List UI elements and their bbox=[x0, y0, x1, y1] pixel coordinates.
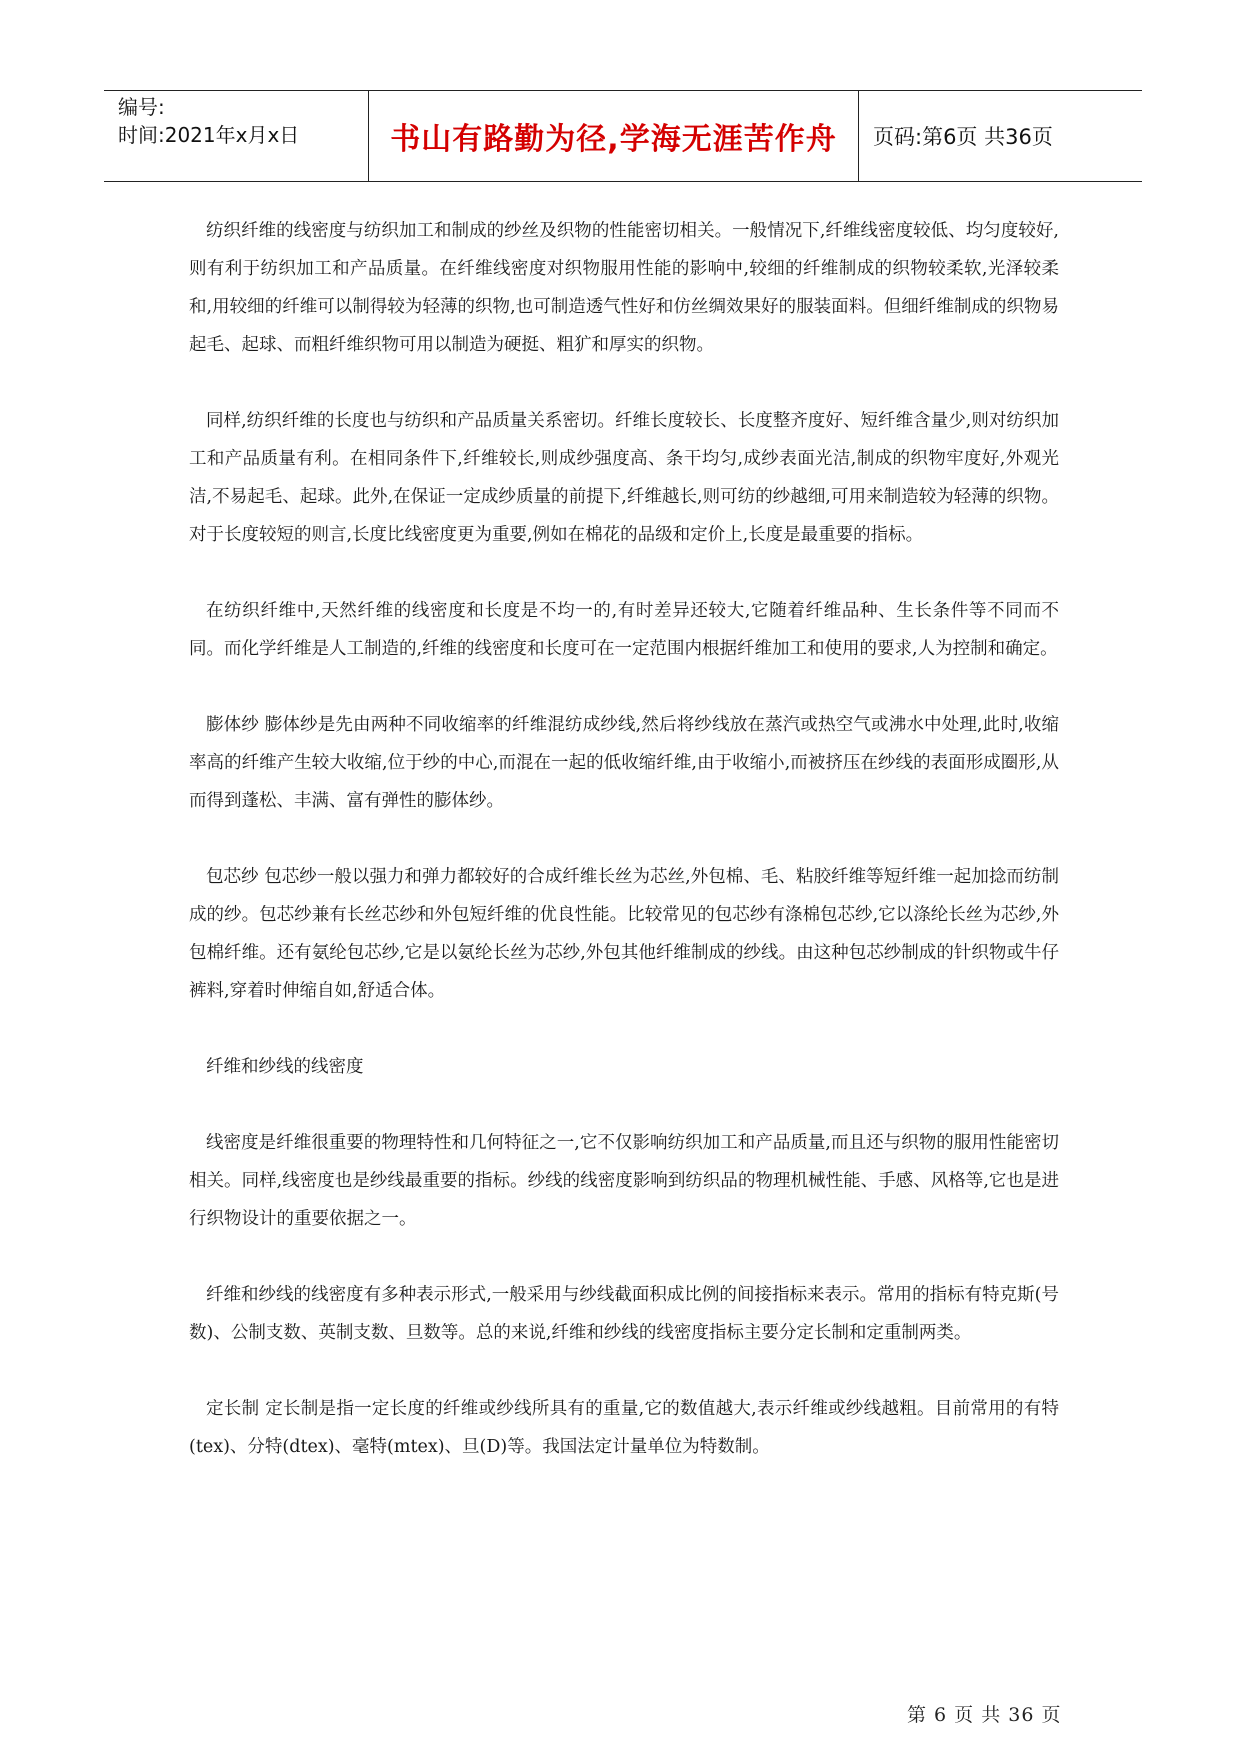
paragraph-4: 膨体纱 膨体纱是先由两种不同收缩率的纤维混纺成纱线,然后将纱线放在蒸汽或热空气或沸水中处理,此时,收缩率高的纤维产生较大收缩,位于纱的中心,而混在一起的低收缩纤维,由于收缩小,而被挤压在纱线的表面形成圈形,从而得到蓬松、丰满、富有弹性的膨体纱。 bbox=[189, 715, 1059, 811]
page-footer: 第 6 页 共 36 页 bbox=[907, 1704, 1062, 1726]
paragraph-6: 线密度是纤维很重要的物理特性和几何特征之一,它不仅影响纺织加工和产品质量,而且还与织物的服用性能密切相关。同样,线密度也是纱线最重要的指标。纱线的线密度影响到纺织品的物理机械性能、手感、风格等,它也是进行织物设计的重要依据之一。 bbox=[189, 1133, 1059, 1229]
page-header bbox=[104, 90, 1142, 182]
document-number-label: 编号: bbox=[118, 95, 165, 119]
document-body bbox=[189, 212, 1059, 1504]
paragraph-2: 同样,纺织纤维的长度也与纺织和产品质量关系密切。纤维长度较长、长度整齐度好、短纤维含量少,则对纺织加工和产品质量有利。在相同条件下,纤维较长,则成纱强度高、条干均匀,成纱表面光洁,制成的织物牢度好,外观光洁,不易起毛、起球。此外,在保证一定成纱质量的前提下,纤维越长,则可纺的纱越细,可用来制造较为轻薄的织物。对于长度较短的则言,长度比线密度更为重要,例如在棉花的品级和定价上,长度是最重要的指标。 bbox=[189, 411, 1059, 545]
section-heading: 纤维和纱线的线密度 bbox=[206, 1057, 364, 1077]
paragraph-5: 包芯纱 包芯纱一般以强力和弹力都较好的合成纤维长丝为芯丝,外包棉、毛、粘胶纤维等短纤维一起加捻而纺制成的纱。包芯纱兼有长丝芯纱和外包短纤维的优良性能。比较常见的包芯纱有涤棉包芯纱,它以涤纶长丝为芯纱,外包棉纤维。还有氨纶包芯纱,它是以氨纶长丝为芯纱,外包其他纤维制成的纱线。由这种包芯纱制成的针织物或牛仔裤料,穿着时伸缩自如,舒适合体。 bbox=[189, 867, 1059, 1001]
paragraph-3: 在纺织纤维中,天然纤维的线密度和长度是不均一的,有时差异还较大,它随着纤维品种、生长条件等不同而不同。而化学纤维是人工制造的,纤维的线密度和长度可在一定范围内根据纤维加工和使用的要求,人为控制和确定。 bbox=[189, 601, 1059, 659]
header-page-label: 页码:第6页 共36页 bbox=[873, 125, 1053, 149]
document-time-label: 时间:2021年x月x日 bbox=[118, 123, 300, 147]
paragraph-7: 纤维和纱线的线密度有多种表示形式,一般采用与纱线截面积成比例的间接指标来表示。常用的指标有特克斯(号数)、公制支数、英制支数、旦数等。总的来说,纤维和纱线的线密度指标主要分定长制和定重制两类。 bbox=[189, 1285, 1059, 1343]
header-meta bbox=[104, 91, 369, 181]
header-motto: 书山有路勤为径,学海无涯苦作舟 bbox=[369, 91, 859, 181]
paragraph-8: 定长制 定长制是指一定长度的纤维或纱线所具有的重量,它的数值越大,表示纤维或纱线越粗。目前常用的有特(tex)、分特(dtex)、毫特(mtex)、旦(D)等。我国法定计量单位为特数制。 bbox=[189, 1399, 1059, 1457]
paragraph-1: 纺织纤维的线密度与纺织加工和制成的纱丝及织物的性能密切相关。一般情况下,纤维线密度较低、均匀度较好,则有利于纺织加工和产品质量。在纤维线密度对织物服用性能的影响中,较细的纤维制成的织物较柔软,光泽较柔和,用较细的纤维可以制得较为轻薄的织物,也可制造透气性好和仿丝绸效果好的服装面料。但细纤维制成的织物易起毛、起球、而粗纤维织物可用以制造为硬挺、粗犷和厚实的织物。 bbox=[189, 221, 1059, 355]
